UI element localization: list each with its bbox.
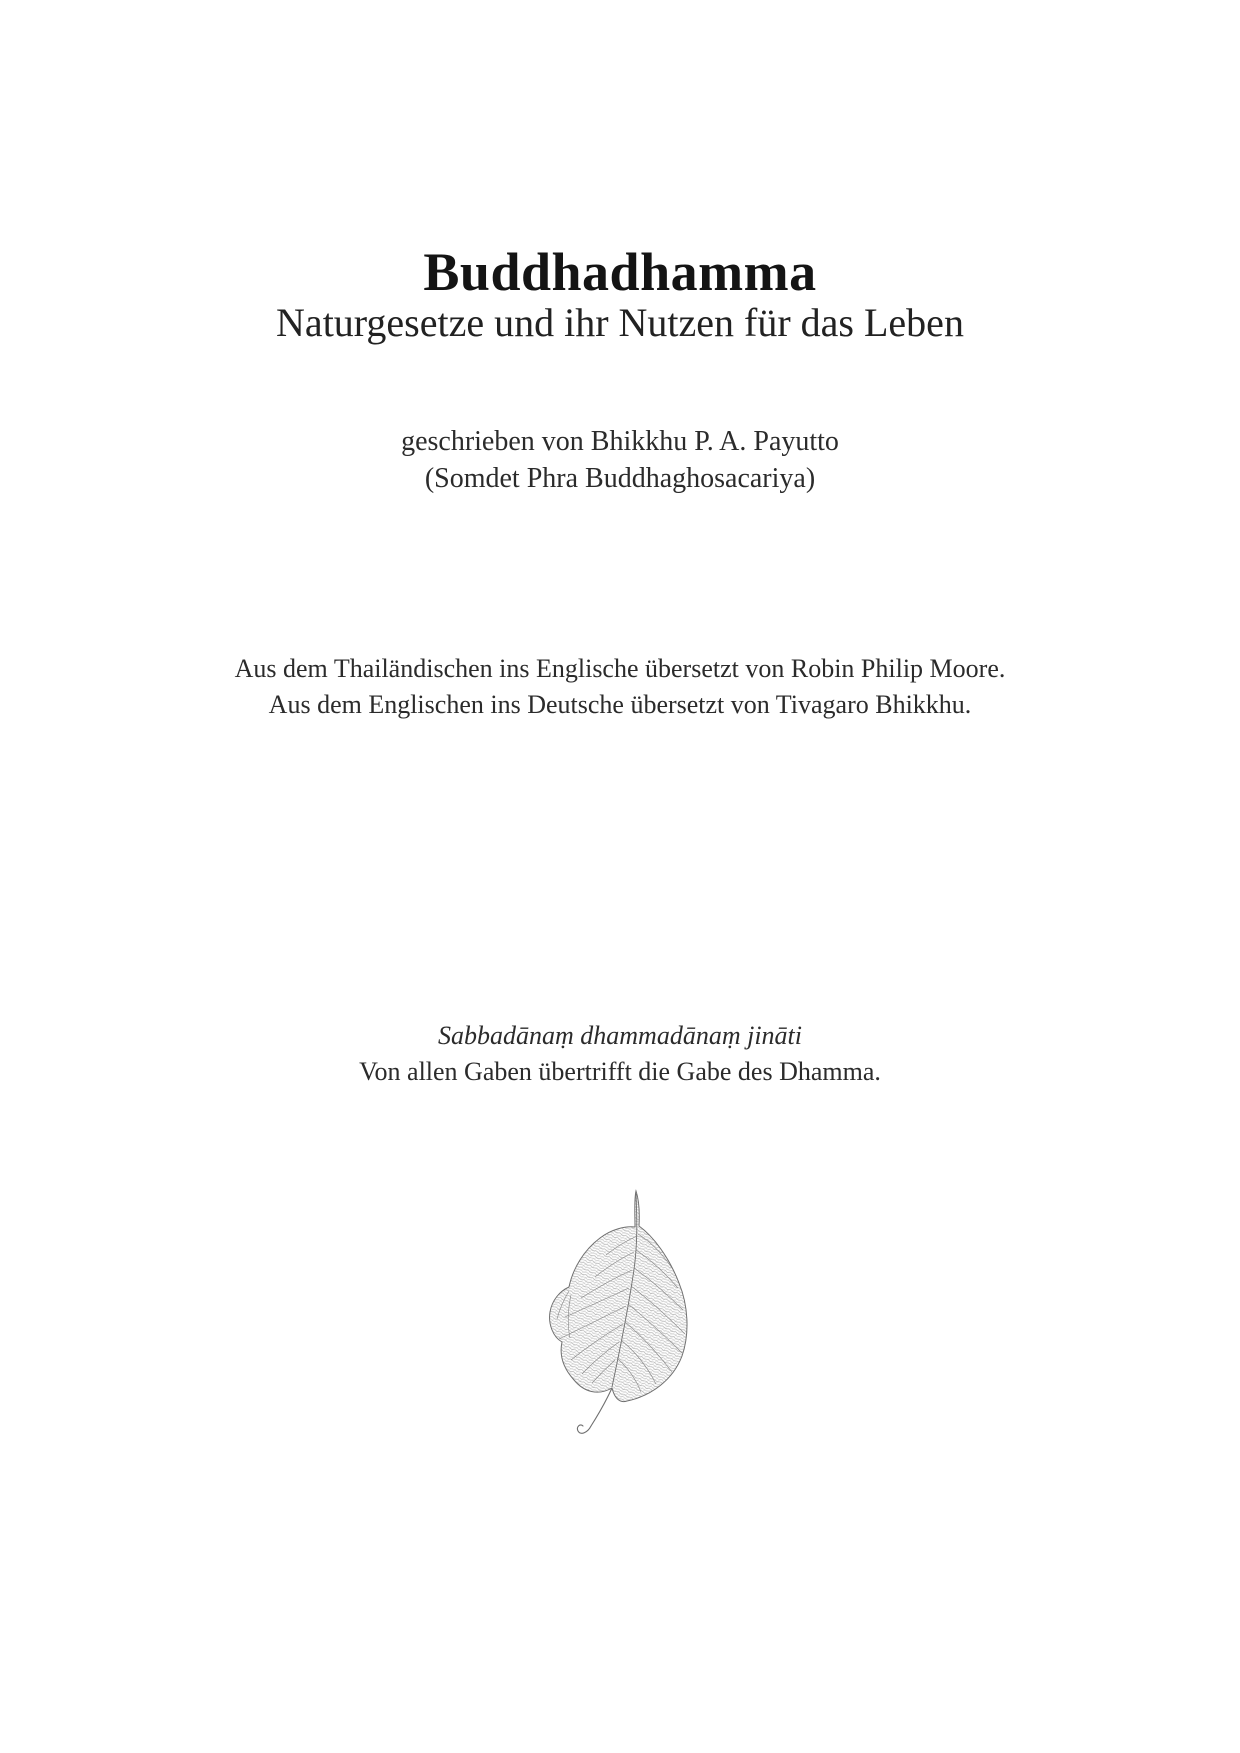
author-line: geschrieben von Bhikkhu P. A. Payutto <box>401 426 839 457</box>
author-block <box>0 423 1240 497</box>
book-subtitle: Naturgesetze und ihr Nutzen für das Leben <box>276 300 964 345</box>
epigraph-pali-line: Sabbadānaṃ dhammadānaṃ jināti <box>438 1021 802 1050</box>
bodhi-leaf-illustration <box>546 1188 694 1442</box>
translation-credit-german: Aus dem Englischen ins Deutsche übersetzt von Tivagaro Bhikkhu. <box>268 690 972 719</box>
translation-credit-english: Aus dem Thailändischen ins Englische übersetzt von Robin Philip Moore. <box>234 654 1006 683</box>
translation-credits <box>0 651 1240 723</box>
epigraph <box>0 1018 1240 1090</box>
book-title: Buddhadhamma <box>423 242 817 302</box>
author-alt-name-line: (Somdet Phra Buddhaghosacariya) <box>424 463 816 494</box>
epigraph-german-line: Von allen Gaben übertrifft die Gabe des Dhamma. <box>359 1057 881 1086</box>
